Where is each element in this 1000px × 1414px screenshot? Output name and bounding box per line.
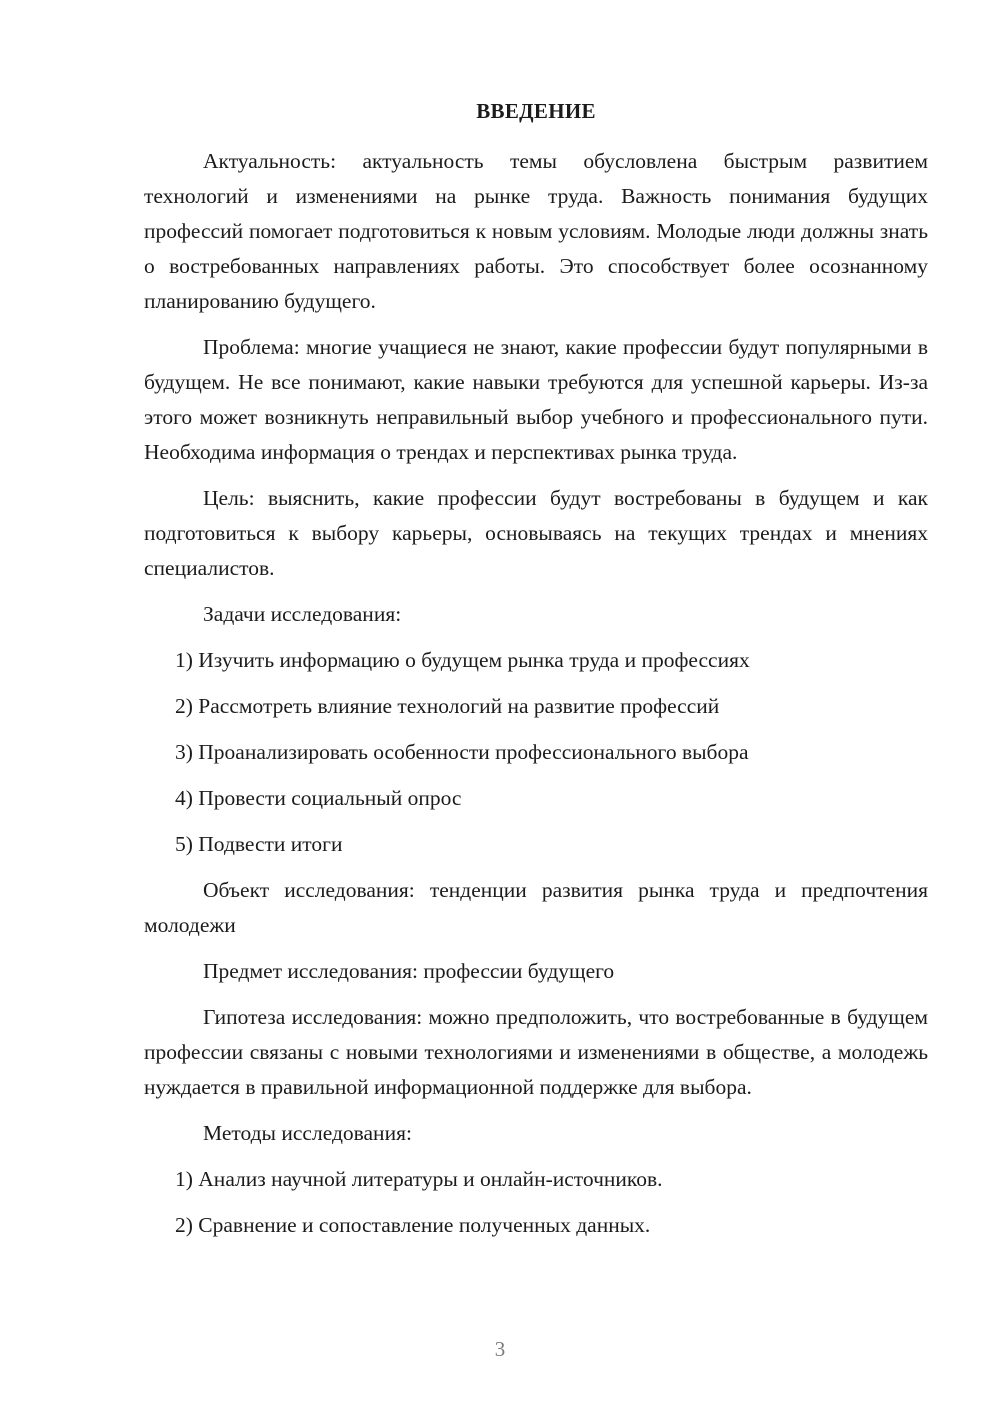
- method-item: 2) Сравнение и сопоставление полученных данных.: [175, 1213, 651, 1237]
- task-item: 3) Проанализировать особенности профессионального выбора: [175, 740, 749, 764]
- section-title: ВВЕДЕНИЕ: [476, 99, 596, 123]
- page-content: [144, 94, 928, 1254]
- task-item: 1) Изучить информацию о будущем рынка труда и профессиях: [175, 648, 750, 672]
- task-item: 5) Подвести итоги: [175, 832, 343, 856]
- hypothesis-paragraph: Гипотеза исследования: можно предположить, что востребованные в будущем профессии связаны с новыми технологиями и изменениями в обществе, а молодежь нуждается в правильной информационной поддержке для выбора.: [144, 1005, 928, 1099]
- task-item: 4) Провести социальный опрос: [175, 786, 462, 810]
- tasks-heading: Задачи исследования:: [203, 602, 402, 626]
- method-item: 1) Анализ научной литературы и онлайн-источников.: [175, 1167, 663, 1191]
- task-item: 2) Рассмотреть влияние технологий на развитие профессий: [175, 694, 720, 718]
- relevance-paragraph: Актуальность: актуальность темы обусловлена быстрым развитием технологий и изменениями на рынке труда. Важность понимания будущих профессий помогает подготовиться к новым условиям. Молодые люди должны знать о востребованных направлениях работы. Это способствует более осознанному планированию будущего.: [144, 149, 928, 313]
- page-number: 3: [494, 1337, 506, 1361]
- subject-paragraph: Предмет исследования: профессии будущего: [203, 959, 615, 983]
- object-paragraph: Объект исследования: тенденции развития рынка труда и предпочтения молодежи: [144, 878, 928, 937]
- methods-heading: Методы исследования:: [203, 1121, 412, 1145]
- problem-paragraph: Проблема: многие учащиеся не знают, какие профессии будут популярными в будущем. Не все понимают, какие навыки требуются для успешной карьеры. Из-за этого может возникнуть неправильный выбор учебного и профессионального пути. Необходима информация о трендах и перспективах рынка труда.: [144, 335, 928, 464]
- goal-paragraph: Цель: выяснить, какие профессии будут востребованы в будущем и как подготовиться к выбору карьеры, основываясь на текущих трендах и мнениях специалистов.: [144, 486, 928, 580]
